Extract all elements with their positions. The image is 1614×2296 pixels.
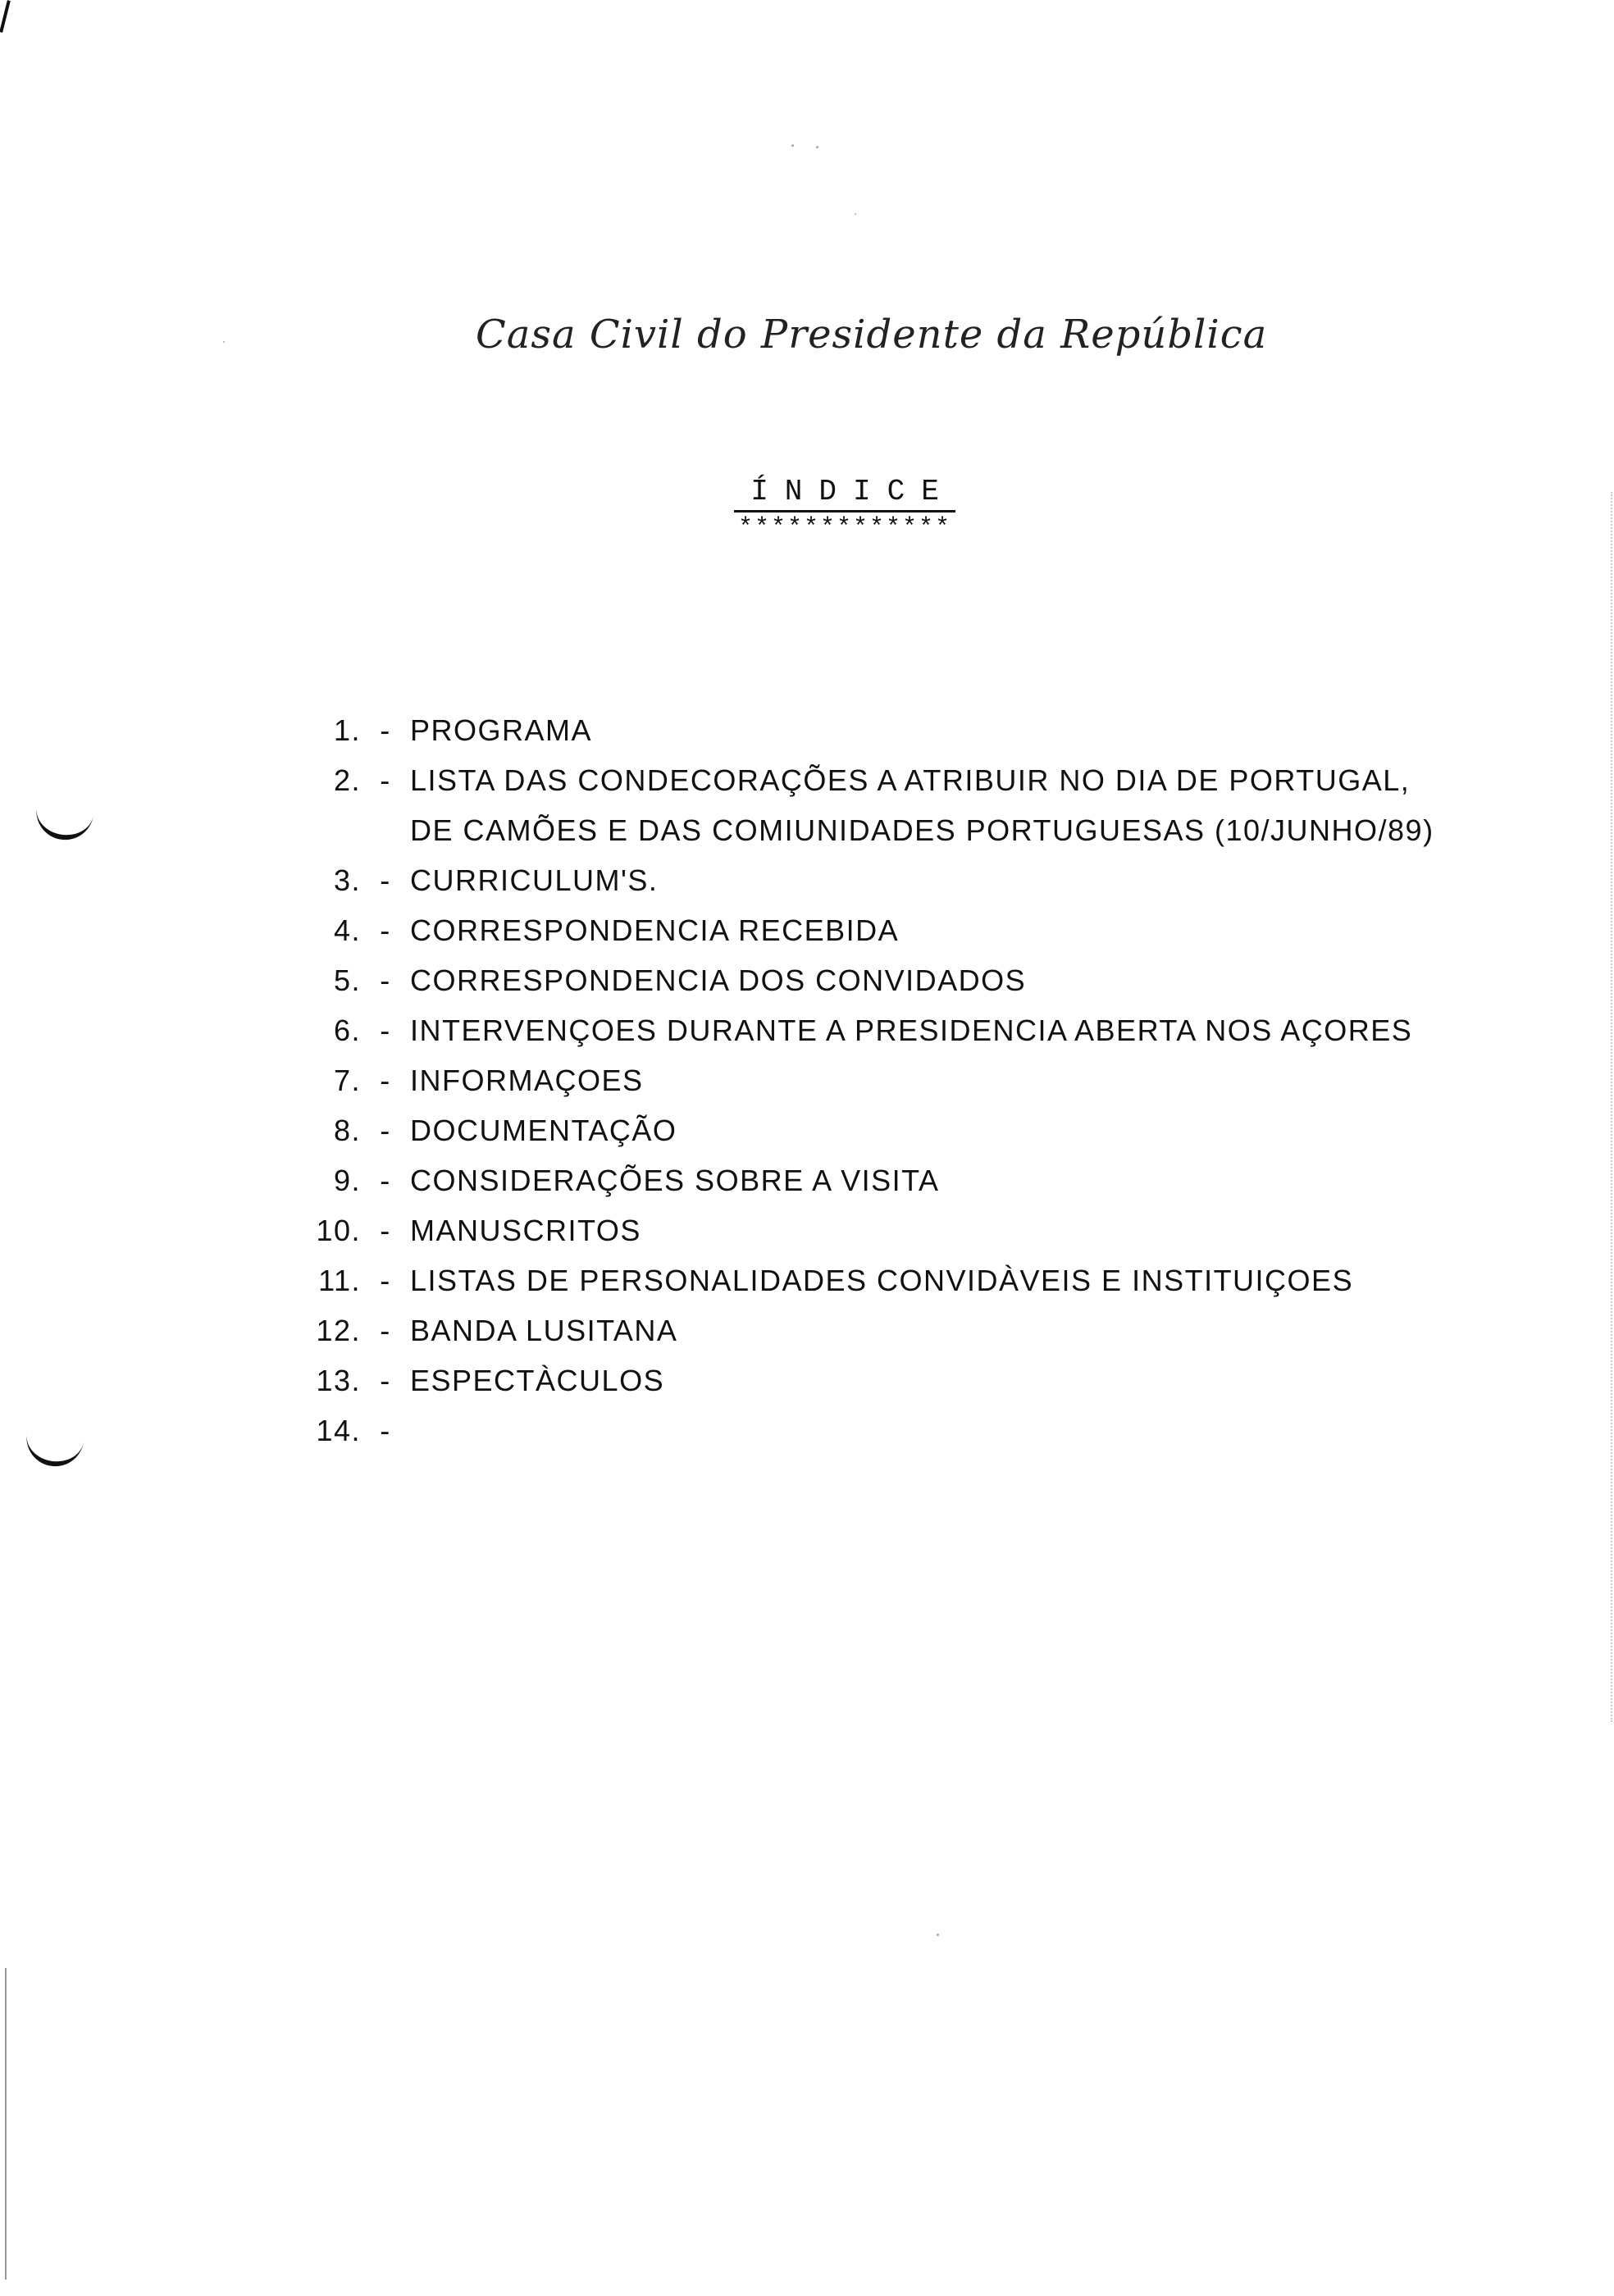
letterhead: Casa Civil do Presidente da República [476,312,1268,358]
toc-item [279,1405,1509,1456]
toc-item [279,905,1509,955]
toc-item-text: INTERVENÇOES DURANTE A PRESIDENCIA ABERTA NOS AÇORES [410,1014,1413,1047]
toc-item [279,955,1509,1005]
scan-artifact-mark [23,1433,84,1469]
toc-item-text: BANDA LUSITANA [410,1314,678,1347]
toc-item-dash: - [380,1264,391,1297]
toc-item-text: LISTAS DE PERSONALIDADES CONVIDÀVEIS E INSTITUIÇOES [410,1264,1354,1297]
toc-item-dash: - [380,713,391,747]
toc-item [279,1005,1509,1055]
toc-item-text: ESPECTÀCULOS [410,1364,665,1397]
toc-item-number: 14. [316,1414,361,1447]
toc-item-text: DOCUMENTAÇÃO [410,1114,677,1147]
toc-item-number: 13. [316,1364,361,1397]
scan-speck [855,213,856,215]
toc-item-dash: - [380,863,391,897]
toc-item-number: 10. [316,1214,361,1247]
toc-item-dash: - [380,963,391,997]
scan-speck [223,341,225,343]
toc-item-text: CORRESPONDENCIA DOS CONVIDADOS [410,963,1027,997]
toc-item-number: 12. [316,1314,361,1347]
toc-item-text: LISTA DAS CONDECORAÇÕES A ATRIBUIR NO DIA DE PORTUGAL, [410,763,1411,797]
toc-item-number: 7. [333,1064,361,1097]
scan-speck [791,144,794,147]
toc-item-dash: - [380,1064,391,1097]
toc-item-number: 4. [333,913,361,947]
toc-item-text: CURRICULUM'S. [410,863,659,897]
toc-item-dash: - [380,913,391,947]
toc-item-text-continued: DE CAMÕES E DAS COMIUNIDADES PORTUGUESAS (10/JUNHO/89) [410,813,1434,847]
toc-item-text-block [410,755,1434,855]
title-ornament: ************* [737,514,952,542]
toc-item [279,855,1509,905]
toc-item-number: 1. [333,713,361,747]
toc-item [279,1155,1509,1205]
toc-item-number: 8. [333,1114,361,1147]
toc-item-text: PROGRAMA [410,713,593,747]
scan-artifact-mark [33,806,93,843]
toc-item-dash: - [380,1414,391,1447]
toc-item [279,1305,1509,1355]
toc-item [279,1205,1509,1255]
toc-item-text: CORRESPONDENCIA RECEBIDA [410,913,900,947]
toc-item-number: 2. [333,763,361,797]
toc-item-number: 3. [333,863,361,897]
toc-item [279,1055,1509,1105]
toc-item-text: MANUSCRITOS [410,1214,641,1247]
toc-item-dash: - [380,1014,391,1047]
toc-item [279,755,1509,855]
scan-speck [816,146,818,148]
table-of-contents [279,705,1509,1456]
toc-item-dash: - [380,1364,391,1397]
scan-speck [937,1934,939,1936]
scan-artifact-edge [1609,492,1612,1722]
toc-item-number: 5. [333,963,361,997]
toc-item-dash: - [380,1164,391,1197]
toc-item-dash: - [380,1314,391,1347]
page-title: ÍNDICE [734,474,955,512]
scan-artifact-tick [0,0,11,33]
toc-item [279,1105,1509,1155]
toc-item-text: CONSIDERAÇÕES SOBRE A VISITA [410,1164,940,1197]
toc-item [279,1255,1509,1305]
title-block [697,474,992,540]
toc-item-dash: - [380,763,391,797]
toc-item-number: 11. [318,1264,361,1297]
toc-item-dash: - [380,1114,391,1147]
scan-artifact-edge [5,1968,7,2280]
toc-item-text: INFORMAÇOES [410,1064,644,1097]
toc-item-number: 6. [333,1014,361,1047]
toc-item [279,705,1509,755]
toc-item-number: 9. [333,1164,361,1197]
toc-item-dash: - [380,1214,391,1247]
toc-item [279,1355,1509,1405]
